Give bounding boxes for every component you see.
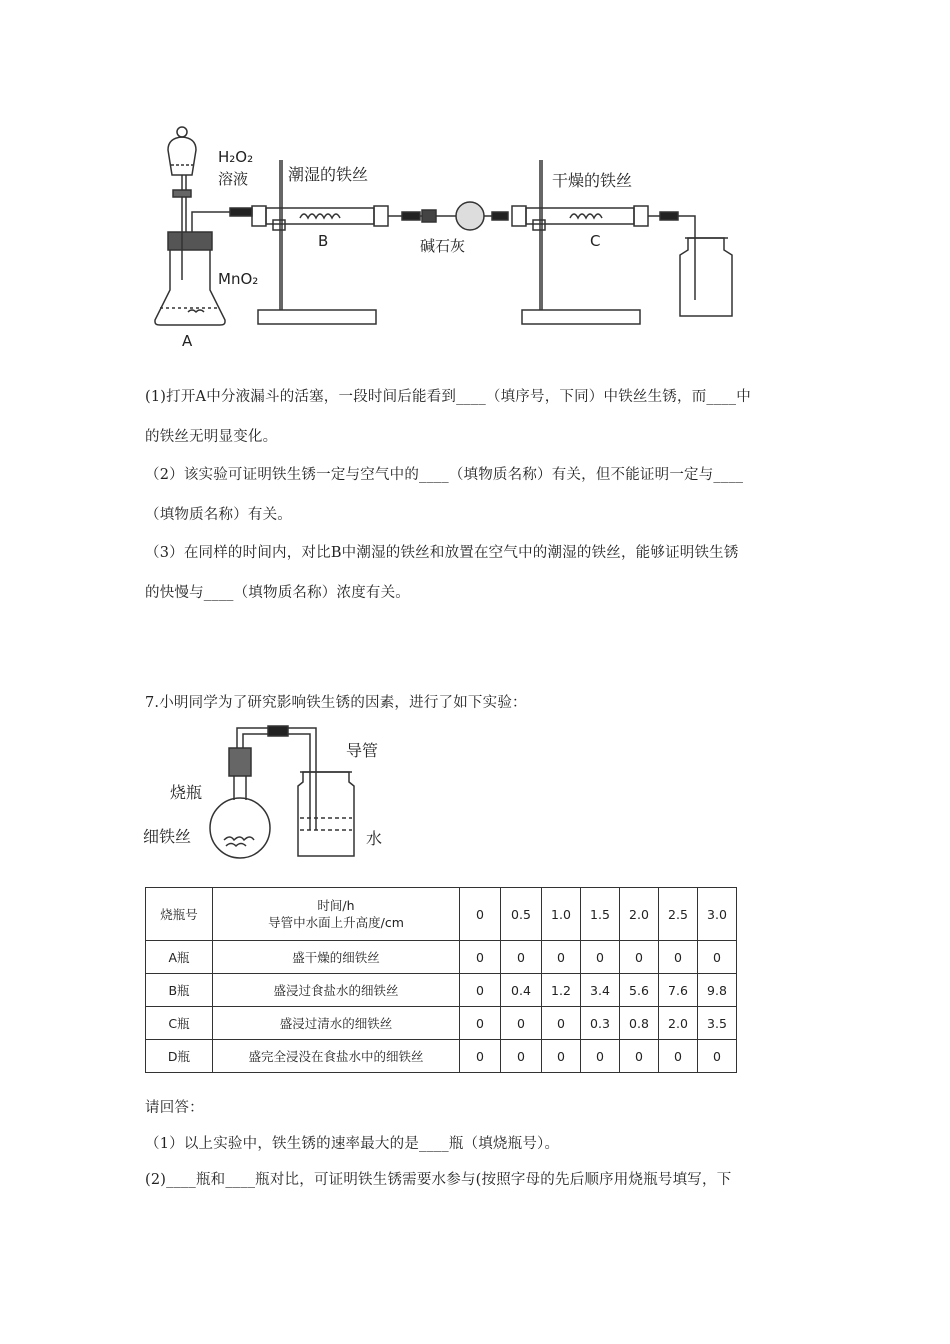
table-time: 0.5	[501, 888, 542, 941]
label-c: C	[590, 232, 601, 250]
row-value: 0	[501, 1007, 542, 1040]
q6-q2-line2: （填物质名称）有关。	[145, 507, 292, 523]
label-h2o2: H₂O₂	[218, 148, 254, 166]
q7-q2: (2)____瓶和____瓶对比，可证明铁生锈需要水参与(按照字母的先后顺序用烧瓶号填写，下	[145, 1172, 732, 1188]
row-value: 0	[698, 1040, 737, 1073]
row-value: 3.4	[581, 974, 620, 1007]
row-value: 0	[460, 974, 501, 1007]
table-row	[146, 941, 737, 974]
table-header-desc	[213, 888, 460, 941]
row-value: 0	[581, 1040, 620, 1073]
q6-q1-line1: (1)打开A中分液漏斗的活塞，一段时间后能看到____（填序号，下同）中铁丝生锈，而____中	[145, 389, 751, 405]
table-time: 3.0	[698, 888, 737, 941]
row-value: 0	[542, 1040, 581, 1073]
table-header-line1: 时间/h	[317, 898, 355, 913]
row-value: 0	[542, 1007, 581, 1040]
table-time: 2.0	[620, 888, 659, 941]
table-time: 1.5	[581, 888, 620, 941]
q6-q3-line2: 的快慢与____（填物质名称）浓度有关。	[145, 585, 410, 601]
row-desc: 盛浸过食盐水的细铁丝	[213, 974, 460, 1007]
row-desc: 盛浸过清水的细铁丝	[213, 1007, 460, 1040]
q7-q1: （1）以上实验中，铁生锈的速率最大的是____瓶（填烧瓶号）。	[145, 1136, 560, 1152]
row-value: 9.8	[698, 974, 737, 1007]
q7-title: 7.小明同学为了研究影响铁生锈的因素，进行了如下实验：	[145, 695, 527, 711]
label-flask: 烧瓶	[170, 783, 203, 802]
row-value: 0	[620, 1040, 659, 1073]
table-header-line2: 导管中水面上升高度/cm	[268, 915, 404, 930]
row-desc: 盛完全浸没在食盐水中的细铁丝	[213, 1040, 460, 1073]
label-tube: 导管	[346, 741, 379, 760]
table-header-row	[146, 888, 737, 941]
table-row	[146, 974, 737, 1007]
label-dry-wire: 干燥的铁丝	[552, 171, 633, 190]
row-id: C瓶	[146, 1007, 213, 1040]
row-value: 0.8	[620, 1007, 659, 1040]
q7-prompt: 请回答：	[145, 1100, 204, 1116]
apparatus-figure-2	[140, 720, 400, 870]
row-value: 0	[460, 1040, 501, 1073]
label-a: A	[182, 332, 193, 350]
row-id: D瓶	[146, 1040, 213, 1073]
row-value: 0.4	[501, 974, 542, 1007]
table-time: 0	[460, 888, 501, 941]
table-row	[146, 1007, 737, 1040]
table-corner: 烧瓶号	[146, 888, 213, 941]
row-value: 7.6	[659, 974, 698, 1007]
row-value: 0	[659, 1040, 698, 1073]
row-desc: 盛干燥的细铁丝	[213, 941, 460, 974]
row-value: 3.5	[698, 1007, 737, 1040]
row-value: 0	[698, 941, 737, 974]
label-b: B	[318, 232, 329, 250]
row-value: 0	[460, 1007, 501, 1040]
table-time: 2.5	[659, 888, 698, 941]
apparatus-figure-1	[140, 120, 780, 360]
label-mno2: MnO₂	[218, 270, 259, 288]
label-soda-lime: 碱石灰	[420, 237, 466, 255]
row-id: A瓶	[146, 941, 213, 974]
label-wire: 细铁丝	[143, 827, 192, 846]
q6-q2-line1: （2）该实验可证明铁生锈一定与空气中的____（填物质名称）有关，但不能证明一定与____	[145, 467, 744, 483]
row-value: 0	[460, 941, 501, 974]
q6-q3-line1: （3）在同样的时间内，对比B中潮湿的铁丝和放置在空气中的潮湿的铁丝，能够证明铁生锈	[145, 545, 739, 561]
table-time: 1.0	[542, 888, 581, 941]
row-value: 0	[659, 941, 698, 974]
row-value: 0	[542, 941, 581, 974]
row-value: 5.6	[620, 974, 659, 1007]
label-wet-wire: 潮湿的铁丝	[288, 165, 369, 184]
row-value: 1.2	[542, 974, 581, 1007]
results-table	[145, 887, 737, 1073]
row-value: 0	[620, 941, 659, 974]
row-value: 0.3	[581, 1007, 620, 1040]
row-id: B瓶	[146, 974, 213, 1007]
row-value: 0	[581, 941, 620, 974]
row-value: 2.0	[659, 1007, 698, 1040]
label-water: 水	[366, 829, 383, 848]
table-row	[146, 1040, 737, 1073]
label-solution: 溶液	[218, 170, 249, 188]
q6-q1-line2: 的铁丝无明显变化。	[145, 429, 278, 445]
row-value: 0	[501, 1040, 542, 1073]
row-value: 0	[501, 941, 542, 974]
